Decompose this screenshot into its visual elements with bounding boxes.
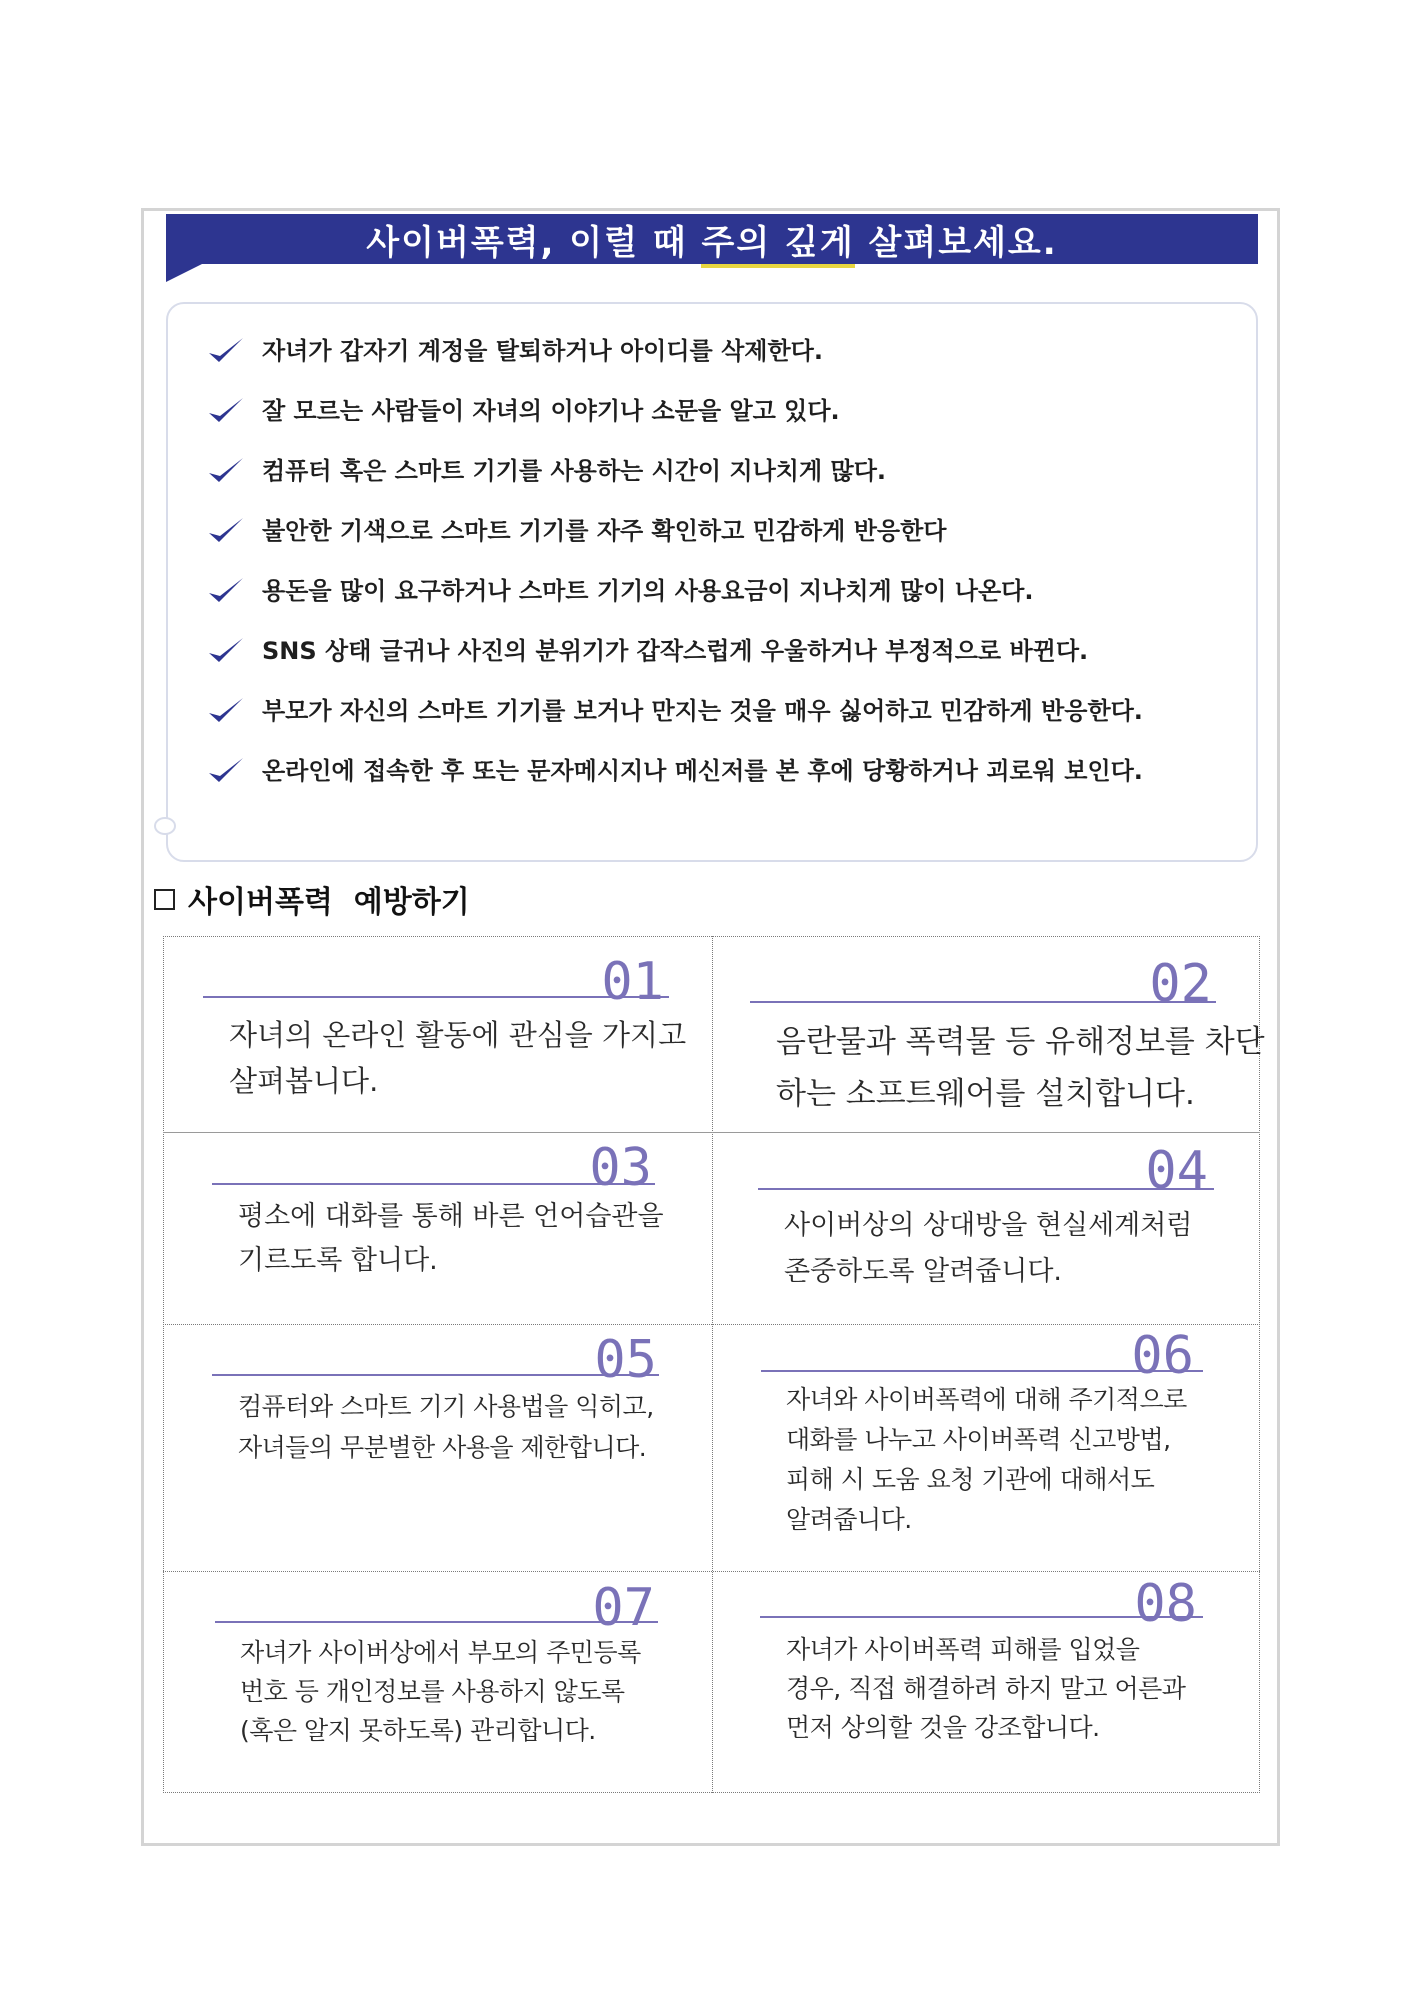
tip-rule <box>760 1616 1203 1618</box>
warning-item <box>205 454 1245 494</box>
warning-item <box>205 694 1245 734</box>
tip-text: 자녀와 사이버폭력에 대해 주기적으로 대화를 나누고 사이버폭력 신고방법, 피해 시 도움 요청 기관에 대해서도 알려줍니다. <box>786 1385 1187 1534</box>
box-connector-dot <box>154 817 176 835</box>
tip-rule <box>212 1374 659 1376</box>
warning-text: 온라인에 접속한 후 또는 문자메시지나 메신저를 본 후에 당황하거나 괴로워 보인다. <box>262 757 1143 785</box>
tip-text: 컴퓨터와 스마트 기기 사용법을 익히고, 자녀들의 무분별한 사용을 제한합니다. <box>238 1392 654 1462</box>
section-title: 사이버폭력 예방하기 <box>188 885 470 920</box>
tip-rule <box>203 996 669 998</box>
warning-item <box>205 574 1245 614</box>
tip-number: 04 <box>1145 1141 1208 1201</box>
warning-text: 자녀가 갑자기 계정을 탈퇴하거나 아이디를 삭제한다. <box>262 337 823 365</box>
tip-text: 자녀의 온라인 활동에 관심을 가지고 살펴봅니다. <box>229 1018 687 1098</box>
page-title: 사이버폭력, 이럴 때 주의 깊게 살펴보세요. <box>366 215 1057 264</box>
tip-rule <box>750 1001 1216 1003</box>
tip-number: 05 <box>594 1330 657 1390</box>
tip-number: 02 <box>1149 954 1212 1014</box>
checkmark-icon <box>205 694 247 728</box>
title-banner <box>166 214 1258 264</box>
checkmark-icon <box>205 634 247 668</box>
tip-rule <box>212 1183 655 1185</box>
warning-text: 불안한 기색으로 스마트 기기를 자주 확인하고 민감하게 반응한다 <box>262 517 947 545</box>
warning-text: 잘 모르는 사람들이 자녀의 이야기나 소문을 알고 있다. <box>262 397 840 425</box>
tip-text: 평소에 대화를 통해 바른 언어습관을 기르도록 합니다. <box>238 1201 664 1276</box>
checkmark-icon <box>205 514 247 548</box>
checkmark-icon <box>205 334 247 368</box>
tip-rule <box>758 1188 1214 1190</box>
warning-text: 컴퓨터 혹은 스마트 기기를 사용하는 시간이 지나치게 많다. <box>262 457 887 485</box>
warning-item <box>205 634 1245 674</box>
warning-item <box>205 754 1245 794</box>
tip-rule <box>215 1621 658 1623</box>
tip-number: 01 <box>601 952 664 1012</box>
checkmark-icon <box>205 454 247 488</box>
tip-number: 06 <box>1131 1326 1194 1386</box>
tip-number: 08 <box>1134 1574 1197 1634</box>
title-banner-tail <box>166 262 206 282</box>
square-icon <box>154 889 175 910</box>
tip-number: 03 <box>589 1138 652 1198</box>
warning-text: 용돈을 많이 요구하거나 스마트 기기의 사용요금이 지나치게 많이 나온다. <box>262 577 1034 605</box>
warning-text: SNS 상태 글귀나 사진의 분위기가 갑작스럽게 우울하거나 부정적으로 바뀐다. <box>262 637 1089 665</box>
warning-text: 부모가 자신의 스마트 기기를 보거나 만지는 것을 매우 싫어하고 민감하게 반응한다. <box>262 697 1143 725</box>
grid-divider-horizontal <box>163 1132 1260 1133</box>
tip-text: 자녀가 사이버상에서 부모의 주민등록 번호 등 개인정보를 사용하지 않도록 (혹은 알지 못하도록) 관리합니다. <box>240 1638 641 1745</box>
grid-divider-vertical <box>712 936 713 1793</box>
grid-divider-horizontal <box>163 1324 1260 1325</box>
warning-item <box>205 394 1245 434</box>
tip-text: 사이버상의 상대방을 현실세계처럼 존중하도록 알려줍니다. <box>784 1210 1193 1287</box>
tip-rule <box>761 1370 1203 1372</box>
section-heading <box>154 877 470 921</box>
checkmark-icon <box>205 394 247 428</box>
warning-item <box>205 514 1245 554</box>
tip-text: 자녀가 사이버폭력 피해를 입었을 경우, 직접 해결하려 하지 말고 어른과 먼저 상의할 것을 강조합니다. <box>786 1635 1186 1742</box>
checkmark-icon <box>205 574 247 608</box>
grid-divider-horizontal <box>163 1571 1260 1572</box>
tip-text: 음란물과 폭력물 등 유해정보를 차단 하는 소프트웨어를 설치합니다. <box>776 1024 1265 1112</box>
title-emphasis: 주의 깊게 <box>701 223 854 268</box>
warning-item <box>205 334 1245 374</box>
tip-number: 07 <box>592 1578 655 1638</box>
checkmark-icon <box>205 754 247 788</box>
